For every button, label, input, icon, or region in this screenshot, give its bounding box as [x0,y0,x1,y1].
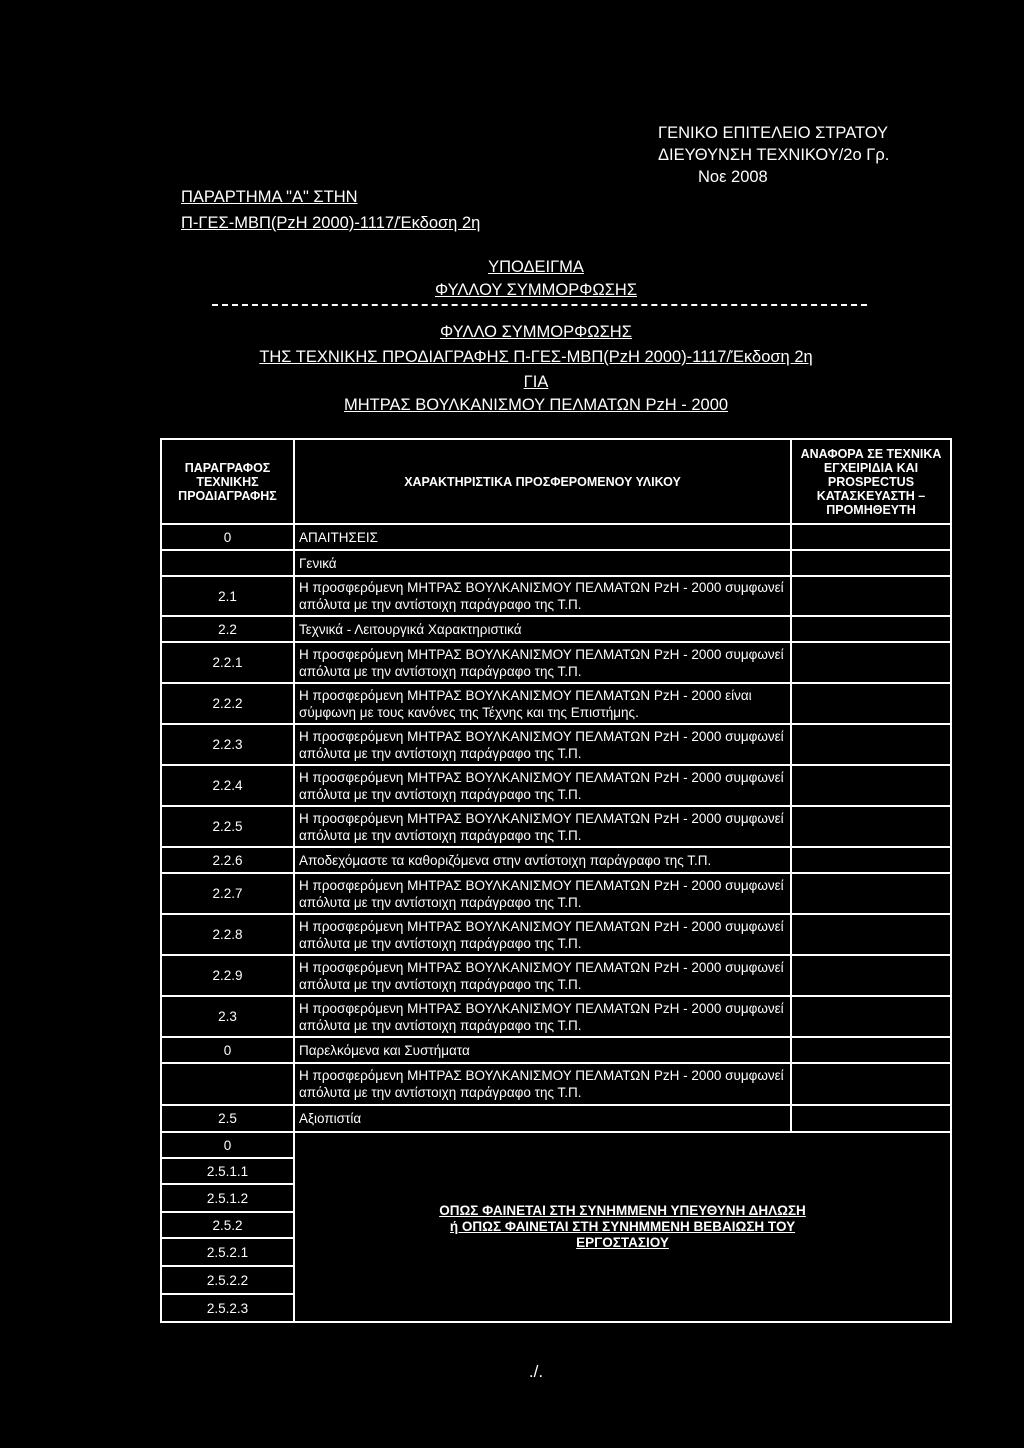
paragraph-cell: 2.5.2.3 [161,1294,294,1322]
reference-cell[interactable] [791,576,951,616]
table-row [161,524,951,550]
reference-cell[interactable] [791,914,951,955]
description-cell: Η προσφερόμενη ΜΗΤΡΑΣ ΒΟΥΛΚΑΝΙΣΜΟΥ ΠΕΛΜΑΤΩΝ ΡzΗ - 2000 συμφωνεί απόλυτα με την αντίστοιχη παράγραφο της Τ.Π. [294,724,791,765]
col-header-reference: ΑΝΑΦΟΡΑ ΣΕ ΤΕΧΝΙΚΑ ΕΓΧΕΙΡΙΔΙΑ ΚΑΙ PROSPECTUS ΚΑΤΑΣΚΕΥΑΣΤΗ – ΠΡΟΜΗΘΕΥΤΗ [791,439,951,524]
description-cell: Η προσφερόμενη ΜΗΤΡΑΣ ΒΟΥΛΚΑΝΙΣΜΟΥ ΠΕΛΜΑΤΩΝ ΡzΗ - 2000 συμφωνεί απόλυτα με την αντίστοιχη παράγραφο της Τ.Π. [294,806,791,847]
sheet-title-2: ΤΗΣ ΤΕΧΝΙΚΗΣ ΠΡΟΔΙΑΓΡΑΦΗΣ Π-ΓΕΣ-ΜΒΠ(ΡzΗ 2000)-1117/Έκδοση 2η [259,348,813,366]
table-row [161,955,951,996]
reference-cell[interactable] [791,873,951,914]
continuation-mark: ./. [528,1362,544,1381]
table-row [161,550,951,576]
paragraph-cell: 2.2.2 [161,683,294,724]
sample-title-1: ΥΠΟΔΕΙΓΜΑ [488,258,584,276]
reference-cell[interactable] [791,642,951,683]
issue-date: Νοε 2008 [698,168,768,186]
description-cell: Η προσφερόμενη ΜΗΤΡΑΣ ΒΟΥΛΚΑΝΙΣΜΟΥ ΠΕΛΜΑΤΩΝ ΡzΗ - 2000 συμφωνεί απόλυτα με την αντίστοιχη παράγραφο της Τ.Π. [294,914,791,955]
table-row [161,1132,951,1158]
paragraph-cell: 2.3 [161,996,294,1037]
table-row [161,847,951,873]
description-cell: Η προσφερόμενη ΜΗΤΡΑΣ ΒΟΥΛΚΑΝΙΣΜΟΥ ΠΕΛΜΑΤΩΝ ΡzΗ - 2000 συμφωνεί απόλυτα με την αντίστοιχη παράγραφο της Τ.Π. [294,1063,791,1105]
reference-cell[interactable] [791,1063,951,1105]
table-row [161,616,951,642]
reference-cell[interactable] [791,1105,951,1132]
sheet-title-1: ΦΥΛΛΟ ΣΥΜΜΟΡΦΩΣΗΣ [440,323,632,341]
issuer-line-1: ΓΕΝΙΚΟ ΕΠΙΤΕΛΕΙΟ ΣΤΡΑΤΟΥ [658,124,889,142]
compliance-table [160,438,952,1323]
paragraph-cell: 2.2.3 [161,724,294,765]
paragraph-cell: 2.2.9 [161,955,294,996]
paragraph-cell [161,550,294,576]
reference-cell[interactable] [791,616,951,642]
description-cell: Η προσφερόμενη ΜΗΤΡΑΣ ΒΟΥΛΚΑΝΙΣΜΟΥ ΠΕΛΜΑΤΩΝ ΡzΗ - 2000 συμφωνεί απόλυτα με την αντίστοιχη παράγραφο της Τ.Π. [294,996,791,1037]
table-header-row [161,439,951,524]
reference-cell[interactable] [791,847,951,873]
description-cell: Η προσφερόμενη ΜΗΤΡΑΣ ΒΟΥΛΚΑΝΙΣΜΟΥ ΠΕΛΜΑΤΩΝ ΡzΗ - 2000 συμφωνεί απόλυτα με την αντίστοιχη παράγραφο της Τ.Π. [294,955,791,996]
description-cell: Αξιοπιστία [294,1105,791,1132]
description-cell: Η προσφερόμενη ΜΗΤΡΑΣ ΒΟΥΛΚΑΝΙΣΜΟΥ ΠΕΛΜΑΤΩΝ ΡzΗ - 2000 είναι σύμφωνη με τους κανόνες της Τέχνης και της Επιστήμης. [294,683,791,724]
reference-cell[interactable] [791,806,951,847]
paragraph-cell: 2.2.7 [161,873,294,914]
paragraph-cell: 2.2.6 [161,847,294,873]
certificate-note: ΟΠΩΣ ΦΑΙΝΕΤΑΙ ΣΤΗ ΣΥΝΗΜΜΕΝΗ ΥΠΕΥΘΥΝΗ ΔΗΛΩΣΗ ή ΟΠΩΣ ΦΑΙΝΕΤΑΙ ΣΤΗ ΣΥΝΗΜΜΕΝΗ ΒΕΒΑΙΩΣΗ ΤΟΥ ΕΡΓΟΣΤΑΣΙΟΥ [439,1203,806,1250]
table-row [161,806,951,847]
paragraph-cell: 2.5.2.2 [161,1266,294,1294]
paragraph-cell: 0 [161,1037,294,1063]
sheet-title-3: ΓΙΑ [523,373,549,391]
paragraph-cell: 0 [161,1132,294,1158]
table-row [161,683,951,724]
paragraph-cell: 2.2.4 [161,765,294,806]
paragraph-cell: 2.1 [161,576,294,616]
paragraph-cell: 2.2 [161,616,294,642]
reference-cell[interactable] [791,996,951,1037]
paragraph-cell: 2.2.8 [161,914,294,955]
table-row [161,1063,951,1105]
table-row [161,724,951,765]
annex-line-1: ΠΑΡΑΡΤΗΜΑ "Α" ΣΤΗΝ [181,188,358,206]
paragraph-cell: 2.5.2.1 [161,1238,294,1266]
reference-cell[interactable] [791,724,951,765]
sample-title-2: ΦΥΛΛΟΥ ΣΥΜΜΟΡΦΩΣΗΣ [434,281,638,299]
description-cell: Αποδεχόμαστε τα καθοριζόμενα στην αντίστοιχη παράγραφο της Τ.Π. [294,847,791,873]
reference-cell[interactable] [791,955,951,996]
issuer-line-2: ΔΙΕΥΘΥΝΣΗ ΤΕΧΝΙΚΟΥ/2ο Γρ. [658,146,890,164]
table-row [161,1105,951,1132]
paragraph-cell: 2.5 [161,1105,294,1132]
paragraph-cell: 2.2.1 [161,642,294,683]
dashed-separator [212,304,867,312]
paragraph-cell: 0 [161,524,294,550]
reference-cell[interactable] [791,765,951,806]
table-row [161,576,951,616]
description-cell: ΑΠΑΙΤΗΣΕΙΣ [294,524,791,550]
col-header-paragraph: ΠΑΡΑΓΡΑΦΟΣ ΤΕΧΝΙΚΗΣ ΠΡΟΔΙΑΓΡΑΦΗΣ [161,439,294,524]
reference-cell[interactable] [791,524,951,550]
table-row [161,1037,951,1063]
paragraph-cell: 2.2.5 [161,806,294,847]
table-row [161,996,951,1037]
description-cell: Παρελκόμενα και Συστήματα [294,1037,791,1063]
paragraph-cell: 2.5.1.1 [161,1158,294,1184]
description-cell: Η προσφερόμενη ΜΗΤΡΑΣ ΒΟΥΛΚΑΝΙΣΜΟΥ ΠΕΛΜΑΤΩΝ ΡzΗ - 2000 συμφωνεί απόλυτα με την αντίστοιχη παράγραφο της Τ.Π. [294,642,791,683]
table-row [161,642,951,683]
annex-line-2: Π-ΓΕΣ-ΜΒΠ(ΡzΗ 2000)-1117/Έκδοση 2η [181,214,481,232]
description-cell: Η προσφερόμενη ΜΗΤΡΑΣ ΒΟΥΛΚΑΝΙΣΜΟΥ ΠΕΛΜΑΤΩΝ ΡzΗ - 2000 συμφωνεί απόλυτα με την αντίστοιχη παράγραφο της Τ.Π. [294,576,791,616]
description-cell: Γενικά [294,550,791,576]
paragraph-cell [161,1063,294,1105]
paragraph-cell: 2.5.2 [161,1212,294,1238]
certificate-note-cell [294,1132,951,1322]
paragraph-cell: 2.5.1.2 [161,1184,294,1212]
description-cell: Η προσφερόμενη ΜΗΤΡΑΣ ΒΟΥΛΚΑΝΙΣΜΟΥ ΠΕΛΜΑΤΩΝ ΡzΗ - 2000 συμφωνεί απόλυτα με την αντίστοιχη παράγραφο της Τ.Π. [294,765,791,806]
description-cell: Τεχνικά - Λειτουργικά Χαρακτηριστικά [294,616,791,642]
table-row [161,873,951,914]
table-row [161,914,951,955]
reference-cell[interactable] [791,1037,951,1063]
annex-block [181,184,480,236]
col-header-characteristics: ΧΑΡΑΚΤΗΡΙΣΤΙΚΑ ΠΡΟΣΦΕΡΟΜΕΝΟΥ ΥΛΙΚΟΥ [294,439,791,524]
sheet-title-4: ΜΗΤΡΑΣ ΒΟΥΛΚΑΝΙΣΜΟΥ ΠΕΛΜΑΤΩΝ ΡzΗ - 2000 [343,396,729,414]
description-cell: Η προσφερόμενη ΜΗΤΡΑΣ ΒΟΥΛΚΑΝΙΣΜΟΥ ΠΕΛΜΑΤΩΝ ΡzΗ - 2000 συμφωνεί απόλυτα με την αντίστοιχη παράγραφο της Τ.Π. [294,873,791,914]
table-row [161,765,951,806]
issuer-block [658,122,948,188]
reference-cell[interactable] [791,683,951,724]
reference-cell[interactable] [791,550,951,576]
